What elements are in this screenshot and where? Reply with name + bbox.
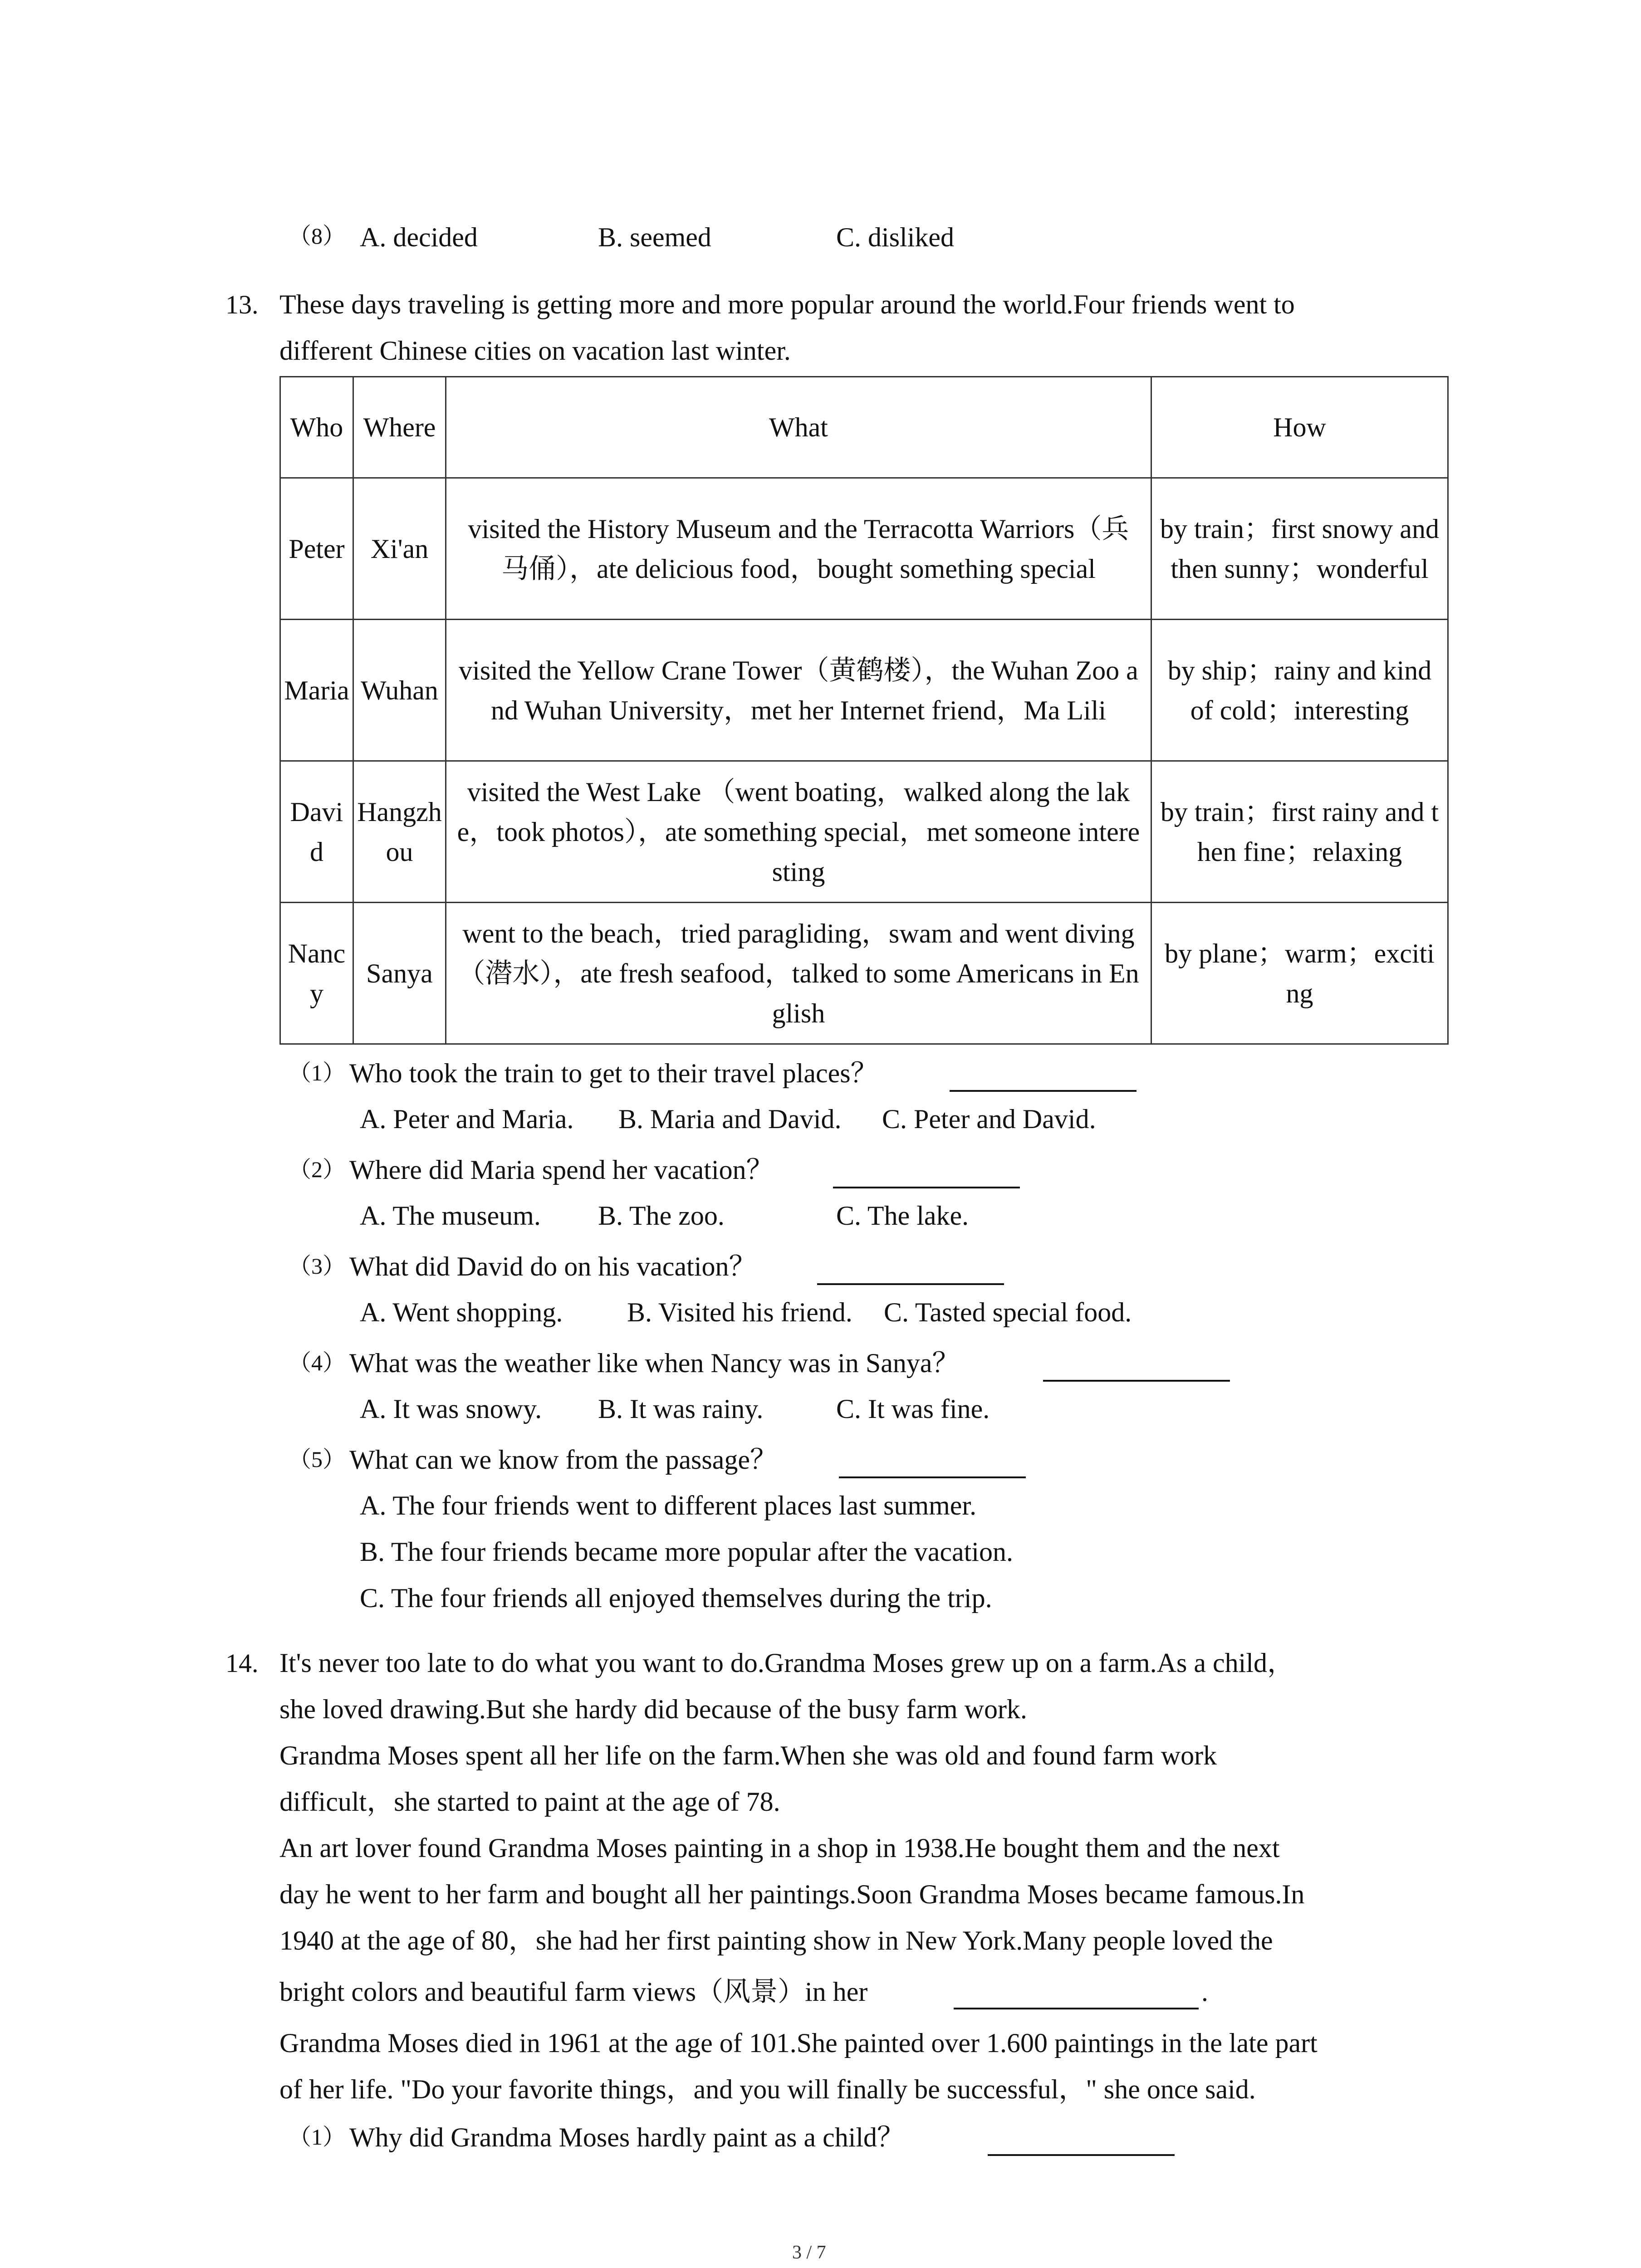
passage-line: Grandma Moses spent all her life on the farm.When she was old and found farm work xyxy=(279,1740,1217,1770)
q13-2-question: Where did Maria spend her vacation？ xyxy=(349,1155,774,1185)
q12-option-a: A. decided xyxy=(360,222,478,252)
cell-how: by train；first rainy and then fine；relaxing xyxy=(1151,761,1448,903)
answer-blank[interactable] xyxy=(950,1085,1136,1092)
q13-4-option-b: B. It was rainy. xyxy=(598,1394,764,1424)
q14-1-number: （1） xyxy=(289,2124,345,2150)
passage-line: It's never too late to do what you want to do.Grandma Moses grew up on a farm.As a child， xyxy=(279,1648,1294,1678)
q13-5-question: What can we know from the passage？ xyxy=(349,1445,778,1475)
passage-line: 1940 at the age of 80，she had her first painting show in New York.Many people loved the xyxy=(279,1926,1273,1955)
header-how: How xyxy=(1151,377,1448,478)
q13-5-number: （5） xyxy=(289,1447,345,1472)
table-header-row xyxy=(280,377,1448,478)
q14-1-question: Why did Grandma Moses hardly paint as a child？ xyxy=(349,2122,905,2152)
table-row xyxy=(280,620,1448,761)
table-row xyxy=(280,761,1448,903)
page-number: 3 / 7 xyxy=(792,2242,826,2263)
blank-period: . xyxy=(1201,1977,1208,2007)
q13-3-question: What did David do on his vacation？ xyxy=(349,1251,756,1281)
q14-number: 14. xyxy=(225,1648,259,1678)
q13-3-option-a: A. Went shopping. xyxy=(360,1297,563,1327)
q13-4-option-c: C. It was fine. xyxy=(836,1394,990,1424)
cell-where: Xi'an xyxy=(353,478,446,620)
q13-number: 13. xyxy=(225,290,259,319)
table-row xyxy=(280,903,1448,1044)
cell-where: Wuhan xyxy=(353,620,446,761)
q13-1-question: Who took the train to get to their travel places？ xyxy=(349,1058,878,1088)
cell-where: Hangzhou xyxy=(353,761,446,903)
cell-what: went to the beach，tried paragliding，swam and went diving（潜水），ate fresh seafood，talked to some Americans in English xyxy=(446,903,1151,1044)
passage-line: An art lover found Grandma Moses painting in a shop in 1938.He bought them and the next xyxy=(279,1833,1280,1863)
passage-line: difficult，she started to paint at the age of 78. xyxy=(279,1787,780,1817)
cell-who: David xyxy=(280,761,353,903)
q12-sub-number: （8） xyxy=(289,223,345,249)
header-what: What xyxy=(446,377,1151,478)
q13-5-option-c: C. The four friends all enjoyed themselves during the trip. xyxy=(360,1583,992,1613)
q12-option-b: B. seemed xyxy=(598,222,711,252)
q13-5-option-a: A. The four friends went to different places last summer. xyxy=(360,1491,977,1520)
q13-1-option-b: B. Maria and David. xyxy=(618,1104,842,1134)
answer-blank[interactable] xyxy=(839,1471,1026,1478)
header-where: Where xyxy=(353,377,446,478)
q13-5-option-b: B. The four friends became more popular after the vacation. xyxy=(360,1537,1013,1567)
cell-what: visited the Yellow Crane Tower（黄鹤楼），the Wuhan Zoo and Wuhan University，met her Internet friend，Ma Lili xyxy=(446,620,1151,761)
passage-line: of her life. "Do your favorite things，and you will finally be successful，" she once said. xyxy=(279,2074,1256,2104)
header-who: Who xyxy=(280,377,353,478)
q13-3-number: （3） xyxy=(289,1253,345,1279)
q13-2-option-b: B. The zoo. xyxy=(598,1201,725,1231)
q13-3-option-b: B. Visited his friend. xyxy=(627,1297,852,1327)
q13-1-option-c: C. Peter and David. xyxy=(882,1104,1096,1134)
answer-blank[interactable] xyxy=(954,2002,1199,2009)
cell-how: by train；first snowy and then sunny；wonderful xyxy=(1151,478,1448,620)
answer-blank[interactable] xyxy=(833,1181,1020,1188)
travel-table xyxy=(279,376,1449,1045)
answer-blank[interactable] xyxy=(817,1278,1004,1285)
q13-intro-line2: different Chinese cities on vacation last winter. xyxy=(279,336,791,366)
cell-how: by plane；warm；exciting xyxy=(1151,903,1448,1044)
q13-intro-line1: These days traveling is getting more and more popular around the world.Four friends went to xyxy=(279,289,1295,319)
q13-4-question: What was the weather like when Nancy was in Sanya？ xyxy=(349,1348,960,1378)
cell-who: Peter xyxy=(280,478,353,620)
q13-1-option-a: A. Peter and Maria. xyxy=(360,1104,574,1134)
passage-line: Grandma Moses died in 1961 at the age of 101.She painted over 1.600 paintings in the late part xyxy=(279,2028,1318,2058)
q13-4-number: （4） xyxy=(289,1350,345,1375)
cell-how: by ship；rainy and kind of cold；interesting xyxy=(1151,620,1448,761)
cell-who: Nancy xyxy=(280,903,353,1044)
cell-who: Maria xyxy=(280,620,353,761)
q13-4-option-a: A. It was snowy. xyxy=(360,1394,542,1424)
q13-1-number: （1） xyxy=(289,1060,345,1085)
answer-blank[interactable] xyxy=(1043,1374,1230,1382)
cell-what: visited the History Museum and the Terracotta Warriors（兵马俑），ate delicious food，bought something special xyxy=(446,478,1151,620)
q13-2-number: （2） xyxy=(289,1157,345,1182)
cell-what: visited the West Lake （went boating，walked along the lake，took photos），ate something special，met someone interesting xyxy=(446,761,1151,903)
table-row xyxy=(280,478,1448,620)
answer-blank[interactable] xyxy=(988,2149,1175,2156)
q13-2-option-c: C. The lake. xyxy=(836,1201,969,1231)
passage-line: she loved drawing.But she hardy did because of the busy farm work. xyxy=(279,1694,1027,1724)
cell-where: Sanya xyxy=(353,903,446,1044)
q13-2-option-a: A. The museum. xyxy=(360,1201,541,1231)
q13-3-option-c: C. Tasted special food. xyxy=(884,1297,1132,1327)
passage-line: bright colors and beautiful farm views（风景）in her xyxy=(279,1977,868,2007)
passage-line: day he went to her farm and bought all her paintings.Soon Grandma Moses became famous.In xyxy=(279,1879,1305,1909)
q12-option-c: C. disliked xyxy=(836,222,955,252)
